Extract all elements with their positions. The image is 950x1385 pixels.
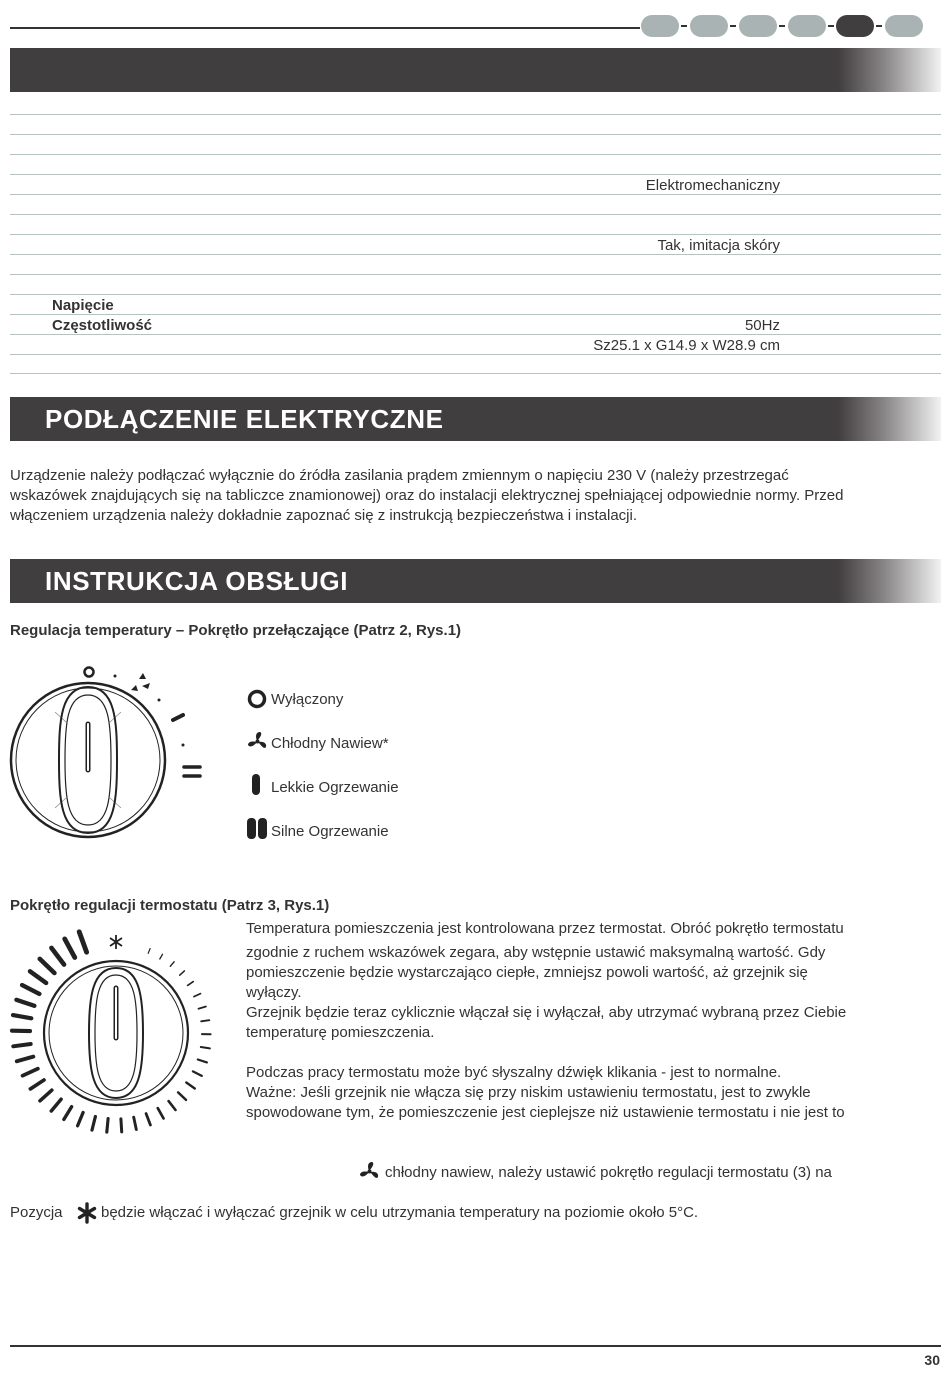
table-rule [10, 134, 941, 135]
table-rule [10, 373, 941, 374]
text-line [246, 1043, 946, 1063]
text-line: wskazówek znajdujących się na tabliczce znamionowej) oraz do instalacji elektrycznej spełniającej odpowiednie normy. Przed [10, 487, 844, 504]
thermostat-knob-body [44, 961, 188, 1105]
spec-frequency-label: Częstotliwość [52, 317, 153, 334]
table-rule [10, 174, 941, 175]
selector-knob-diagram [8, 660, 223, 860]
scale-tick [30, 1080, 44, 1089]
table-rule [10, 214, 941, 215]
scale-tick [16, 1000, 34, 1006]
spec-handle-value: Tak, imitacja skóry [657, 237, 780, 254]
switch-subtitle: Regulacja temperatury – Pokrętło przełączające (Patrz 2, Rys.1) [10, 622, 462, 639]
scale-tick [17, 1057, 34, 1062]
scale-tick [160, 954, 163, 959]
footer-rule [10, 1345, 941, 1347]
nav-dot [885, 15, 923, 37]
top-rule [10, 27, 640, 29]
page-number: 30 [924, 1352, 940, 1368]
text-line: wyłączy. [246, 984, 302, 1001]
selector-knob-body [11, 683, 165, 837]
fan-icon [358, 1160, 382, 1184]
table-rule [10, 114, 941, 115]
nav-dot [739, 15, 777, 37]
scale-tick [193, 1071, 202, 1076]
legend-cool-air-label: Chłodny Nawiew* [271, 735, 389, 752]
frost-symbol [110, 935, 122, 949]
scale-tick [52, 948, 65, 965]
scale-tick [146, 1114, 150, 1125]
table-rule [10, 354, 941, 355]
nav-dash [779, 25, 785, 27]
legend-strong-heat-label: Silne Ogrzewanie [271, 823, 389, 840]
scale-tick [180, 971, 185, 975]
spec-dimensions-value: Sz25.1 x G14.9 x W28.9 cm [593, 337, 780, 354]
scale-tick [199, 1007, 206, 1009]
scale-tick [134, 1117, 137, 1129]
scale-tick [170, 962, 174, 967]
spec-voltage-label: Napięcie [52, 297, 114, 314]
scale-tick [78, 1113, 84, 1126]
table-rule [10, 194, 941, 195]
electric-section-band [10, 397, 941, 441]
scale-tick [79, 932, 86, 952]
fan-icon [246, 730, 270, 754]
electric-section-title: PODŁĄCZENIE ELEKTRYCZNE [45, 404, 444, 434]
scale-tick [64, 1107, 72, 1120]
text-line: spowodowane tym, że pomieszczenie jest cieplejsze niż ustawienie termostatu i nie jest to [246, 1104, 845, 1121]
scale-tick [92, 1117, 95, 1131]
table-rule [10, 254, 941, 255]
text-line: Ważne: Jeśli grzejnik nie włącza się przy niskim ustawieniu termostatu, jest to zwykle [246, 1084, 811, 1101]
table-rule [10, 234, 941, 235]
nav-dot-active [836, 15, 874, 37]
scale-tick [198, 1060, 207, 1063]
scale-tick [22, 985, 39, 994]
scale-tick [188, 982, 194, 986]
snowflake-icon [76, 1201, 98, 1225]
thermostat-paragraph [246, 919, 946, 1123]
legend-light-heat-label: Lekkie Ogrzewanie [271, 779, 399, 796]
off-circle-icon [246, 688, 268, 710]
table-rule [10, 274, 941, 275]
thermostat-subtitle: Pokrętło regulacji termostatu (Patrz 3, Rys.1) [10, 897, 330, 914]
nav-dash [828, 25, 834, 27]
scale-tick [107, 1119, 108, 1133]
scale-tick [158, 1108, 164, 1118]
scale-tick [13, 1044, 30, 1046]
legend-off-label: Wyłączony [271, 691, 344, 708]
spec-header-band [10, 48, 941, 92]
table-rule [10, 154, 941, 155]
scale-tick [148, 949, 150, 954]
scale-tick [178, 1092, 186, 1100]
text-line: Urządzenie należy podłączać wyłącznie do źródła zasilania prądem zmiennym o napięciu 230 V (należy przestrzegać [10, 467, 789, 484]
scale-tick [51, 1099, 61, 1111]
scale-tick [121, 1119, 122, 1132]
double-bar-icon [246, 817, 270, 841]
scale-tick [23, 1069, 38, 1076]
table-rule [10, 314, 941, 315]
scale-tick [30, 971, 46, 983]
text-line: pomieszczenie będzie wystarczająco ciepłe, zmniejsz powoli wartość, aż grzejnik się [246, 964, 808, 981]
table-rule [10, 294, 941, 295]
nav-dash [876, 25, 882, 27]
scale-tick [169, 1101, 176, 1110]
text-line: Podczas pracy termostatu może być słyszalny dźwięk klikania - jest to normalne. [246, 1064, 782, 1081]
thermostat-knob-diagram [5, 928, 220, 1143]
single-bar-icon [250, 773, 262, 797]
scale-tick [40, 1090, 52, 1101]
scale-tick [194, 994, 201, 997]
usage-section-title: INSTRUKCJA OBSŁUGI [45, 566, 349, 596]
spec-frequency-value: 50Hz [744, 317, 780, 334]
text-line: temperaturę pomieszczenia. [246, 1024, 435, 1041]
nav-dot [690, 15, 728, 37]
text-line: Temperatura pomieszczenia jest kontrolowana przez termostat. Obróć pokrętło termostatu [246, 920, 844, 937]
scale-tick [65, 939, 75, 958]
nav-dot [788, 15, 826, 37]
scale-tick [201, 1020, 209, 1021]
table-rule [10, 334, 941, 335]
scale-tick [40, 959, 55, 973]
text-line: zgodnie z ruchem wskazówek zegara, aby wstępnie ustawić maksymalną wartość. Gdy [246, 944, 826, 961]
frost-text: będzie włączać i wyłączać grzejnik w celu utrzymania temperatury na poziomie około 5°C. [101, 1204, 699, 1221]
text-line: Grzejnik będzie teraz cyklicznie włączał się i wyłączał, aby utrzymać wybraną przez Ciebie [246, 1004, 847, 1021]
nav-dot [641, 15, 679, 37]
cool-air-note-text: chłodny nawiew, należy ustawić pokrętło regulacji termostatu (3) na [385, 1164, 832, 1181]
scale-tick [13, 1015, 31, 1018]
frost-prefix: Pozycja [10, 1204, 63, 1221]
spec-mechanism-value: Elektromechaniczny [645, 177, 780, 194]
scale-tick [201, 1047, 210, 1048]
text-line: włączeniem urządzenia należy dokładnie zapoznać się z instrukcją bezpieczeństwa i instalacji. [10, 507, 637, 524]
frost-position-line [10, 1201, 940, 1225]
nav-dash [681, 25, 687, 27]
electric-paragraph [10, 466, 945, 526]
nav-dash [730, 25, 736, 27]
scale-tick [186, 1083, 195, 1089]
usage-section-band [10, 559, 941, 603]
